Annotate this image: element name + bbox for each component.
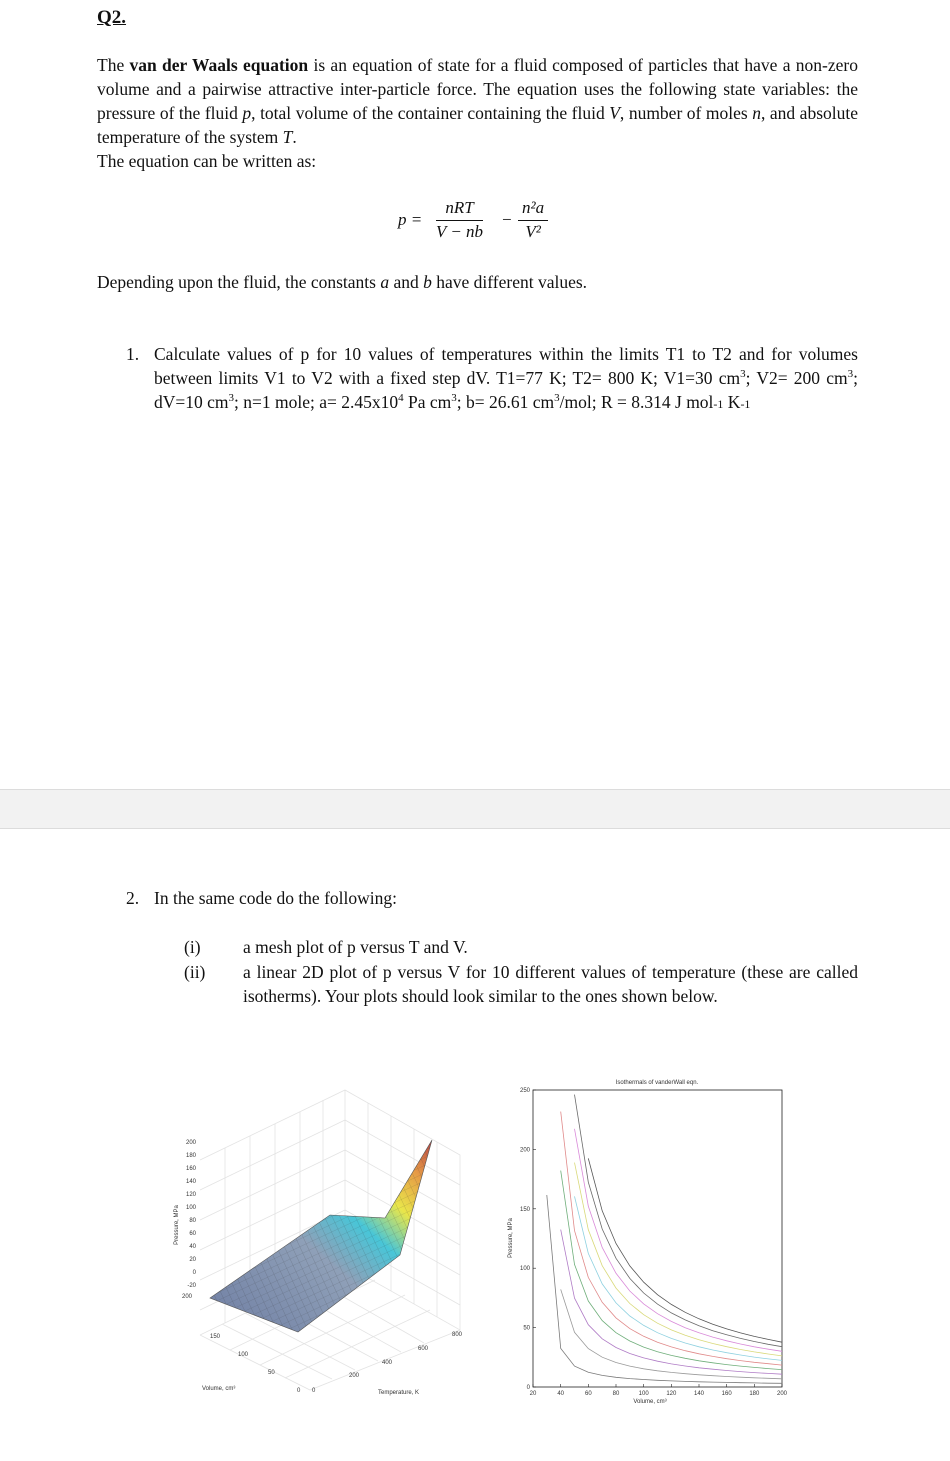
mesh-plot <box>160 1080 480 1400</box>
y-axis-label: Pressure, MPa <box>508 1218 514 1258</box>
y-tick-label: 150 <box>519 1206 530 1213</box>
mesh-volume-label: Volume, cm³ <box>202 1386 236 1392</box>
question-heading: Q2. <box>97 7 127 28</box>
svg-text:80: 80 <box>189 1218 196 1224</box>
written-as-line: The equation can be written as: <box>97 151 317 171</box>
y-tick-label: 250 <box>519 1088 530 1094</box>
isotherm-line <box>575 1095 783 1347</box>
x-tick-label: 80 <box>612 1391 620 1397</box>
chart-title: Isothermals of vanderWall eqn. <box>615 1080 699 1086</box>
svg-text:600: 600 <box>418 1346 429 1352</box>
svg-text:0: 0 <box>297 1388 301 1394</box>
x-tick-label: 20 <box>529 1391 537 1397</box>
isotherm-line <box>561 1289 782 1378</box>
sub-item-ii-label: (ii) <box>184 962 206 982</box>
svg-text:60: 60 <box>189 1231 196 1237</box>
svg-text:-20: -20 <box>187 1283 196 1289</box>
item-1-number: 1. <box>126 344 140 364</box>
svg-text:120: 120 <box>185 1192 196 1198</box>
page-break <box>0 789 950 829</box>
svg-text:100: 100 <box>185 1205 196 1211</box>
svg-text:200: 200 <box>185 1140 196 1146</box>
z-axis <box>186 1140 197 1289</box>
vdw-equation <box>398 196 568 256</box>
temperature-axis <box>312 1332 463 1394</box>
x-tick-label: 120 <box>666 1391 677 1397</box>
sub-item-ii-text: a linear 2D plot of p versus V for 10 different values of temperature (these are called isotherms). Your plots should look similar to the ones shown below. <box>243 962 858 1006</box>
svg-text:50: 50 <box>268 1370 275 1376</box>
mesh-z-label: Pressure, MPa <box>174 1205 180 1245</box>
x-tick-label: 40 <box>557 1391 565 1397</box>
svg-text:200: 200 <box>182 1294 193 1300</box>
intro-paragraph: The van der Waals equation is an equation of state for a fluid composed of particles that have a non-zero volume and a pairwise attractive inter-particle force. The equation uses the following state variables: the pressure of the fluid p, total volume of the container containing the fluid V, number of moles n, and absolute temperature of the system T. <box>97 55 858 147</box>
y-tick-label: 50 <box>523 1325 530 1332</box>
y-tick-label: 100 <box>519 1266 530 1273</box>
item-1-text: Calculate values of p for 10 values of temperatures within the limits T1 to T2 and for volumes between limits V1 to V2 with a fixed step dV. T1=77 K; T2= 800 K; V1=30 $cm^3$; V2= 200 $cm^3$; dV=10 $cm^3$; n=1 mole; $a= 2.45x10^4$ Pa $cm^3$; b= 26.61 $cm^3$/mol; R = 8.314 J mol-1 K-1 <box>154 344 858 412</box>
svg-text:800: 800 <box>452 1332 463 1338</box>
svg-text:140: 140 <box>185 1179 196 1185</box>
isotherm-line <box>547 1195 782 1383</box>
sub-item-i-text: a mesh plot of p versus T and V. <box>243 937 468 957</box>
y-tick-label: 200 <box>519 1147 530 1154</box>
eq-lhs: p = <box>398 210 423 229</box>
svg-text:100: 100 <box>238 1352 249 1358</box>
svg-text:200: 200 <box>349 1373 360 1379</box>
isotherm-line <box>575 1163 783 1356</box>
svg-text:160: 160 <box>185 1166 196 1172</box>
svg-text:0: 0 <box>312 1388 316 1394</box>
x-tick-label: 60 <box>584 1391 592 1397</box>
sub-item-i-label: (i) <box>184 937 201 957</box>
svg-text:150: 150 <box>210 1334 221 1340</box>
svg-text:180: 180 <box>185 1153 196 1159</box>
y-tick-label: 0 <box>526 1385 530 1391</box>
x-tick-label: 200 <box>776 1391 788 1397</box>
eq-fraction-2: $\frac{\text{n²a}}{\text{V²}}$ <box>518 198 548 242</box>
x-axis-label: Volume, cm³ <box>633 1399 667 1405</box>
x-tick-label: 100 <box>638 1391 649 1397</box>
item-2-text: In the same code do the following: <box>154 888 397 908</box>
term-van-der-waals: van der Waals equation <box>129 55 309 75</box>
isotherm-line <box>575 1129 783 1352</box>
isotherm-line <box>561 1112 782 1366</box>
svg-text:20: 20 <box>189 1257 196 1263</box>
svg-text:40: 40 <box>189 1244 196 1250</box>
constants-note: Depending upon the fluid, the constants a and b have different values. <box>97 272 588 292</box>
item-2-number: 2. <box>126 888 140 908</box>
svg-text:0: 0 <box>192 1270 196 1276</box>
x-tick-label: 140 <box>693 1391 705 1397</box>
eq-fraction-1: nRT V − nb <box>436 198 484 241</box>
isotherm-chart <box>500 1070 800 1410</box>
eq-minus: − <box>502 210 512 229</box>
svg-text:400: 400 <box>382 1360 393 1366</box>
mesh-temperature-label: Temperature, K <box>378 1390 420 1396</box>
x-tick-label: 180 <box>749 1391 760 1397</box>
isotherm-line <box>588 1158 782 1342</box>
x-tick-label: 160 <box>721 1391 732 1397</box>
